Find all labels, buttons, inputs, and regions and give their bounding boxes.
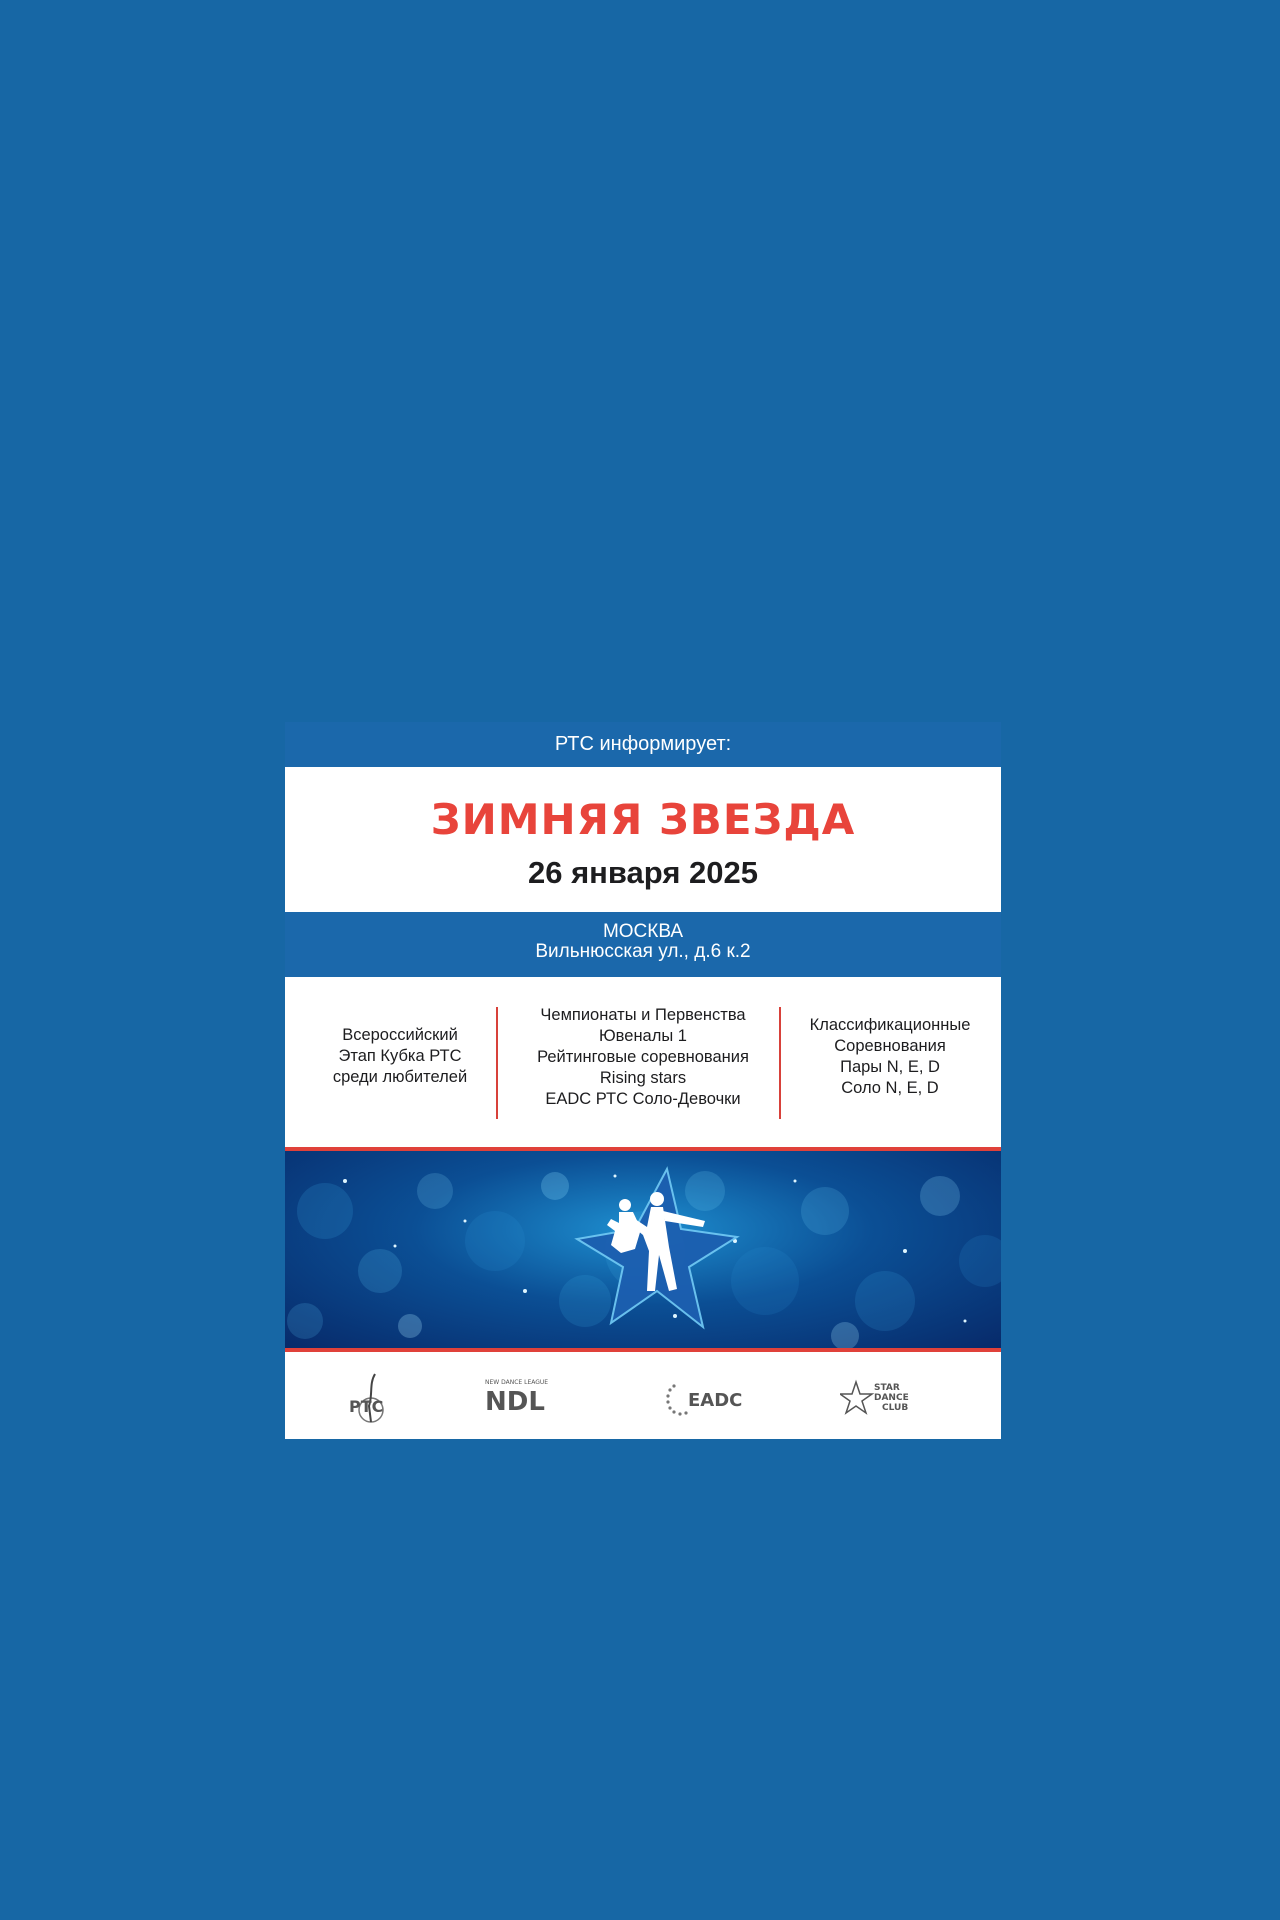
event-title: ЗИМНЯЯ ЗВЕЗДА [430,795,856,844]
info-line: среди любителей [332,1068,468,1086]
column-divider [496,1007,498,1119]
bokeh-background [285,1151,1001,1348]
sponsor-logos [285,1352,1001,1439]
eadc-logo [660,1370,756,1426]
ndl-logo-text: NDL [485,1387,545,1417]
winter-banner [285,1151,1001,1348]
info-line: Чемпионаты и Первенства [540,1006,746,1024]
eadc-logo-text: EADC [688,1390,743,1411]
info-line: Рейтинговые соревнования [537,1048,749,1066]
location-band [285,912,1001,977]
info-line: EADC РТС Соло-Девочки [545,1090,741,1108]
info-line: Rising stars [599,1069,687,1087]
info-line: Соревнования [834,1037,946,1055]
info-line: Классификационные [809,1016,971,1034]
column-divider [779,1007,781,1119]
title-block [285,767,1001,912]
star-dance-club-logo [840,1370,940,1426]
competition-info [285,977,1001,1147]
info-line: Ювеналы 1 [599,1027,687,1045]
city-name: МОСКВА [602,921,684,942]
sdc-logo-line3: CLUB [882,1403,909,1413]
info-line: Этап Кубка РТС [338,1047,462,1065]
info-line: Соло N, E, D [841,1079,939,1097]
event-poster [285,722,1001,1439]
ndl-logo-top: NEW DANCE LEAGUE [485,1379,549,1386]
sdc-logo-line2: DANCE [874,1393,909,1403]
info-column-championships [510,1005,776,1110]
rtc-logo-text: РТС [349,1397,384,1416]
star-icon [840,1382,872,1413]
informs-text: РТС информирует: [554,733,732,755]
info-line: Всероссийский [342,1026,458,1044]
rtc-logo [345,1370,395,1426]
address: Вильнюсская ул., д.6 к.2 [535,941,751,962]
event-date: 26 января 2025 [528,855,758,890]
info-column-classification [790,1015,990,1099]
info-line: Пары N, E, D [840,1058,940,1076]
ndl-logo [483,1370,563,1426]
sdc-logo-line1: STAR [874,1383,900,1393]
informs-band [285,722,1001,767]
info-column-cup [305,1025,495,1088]
